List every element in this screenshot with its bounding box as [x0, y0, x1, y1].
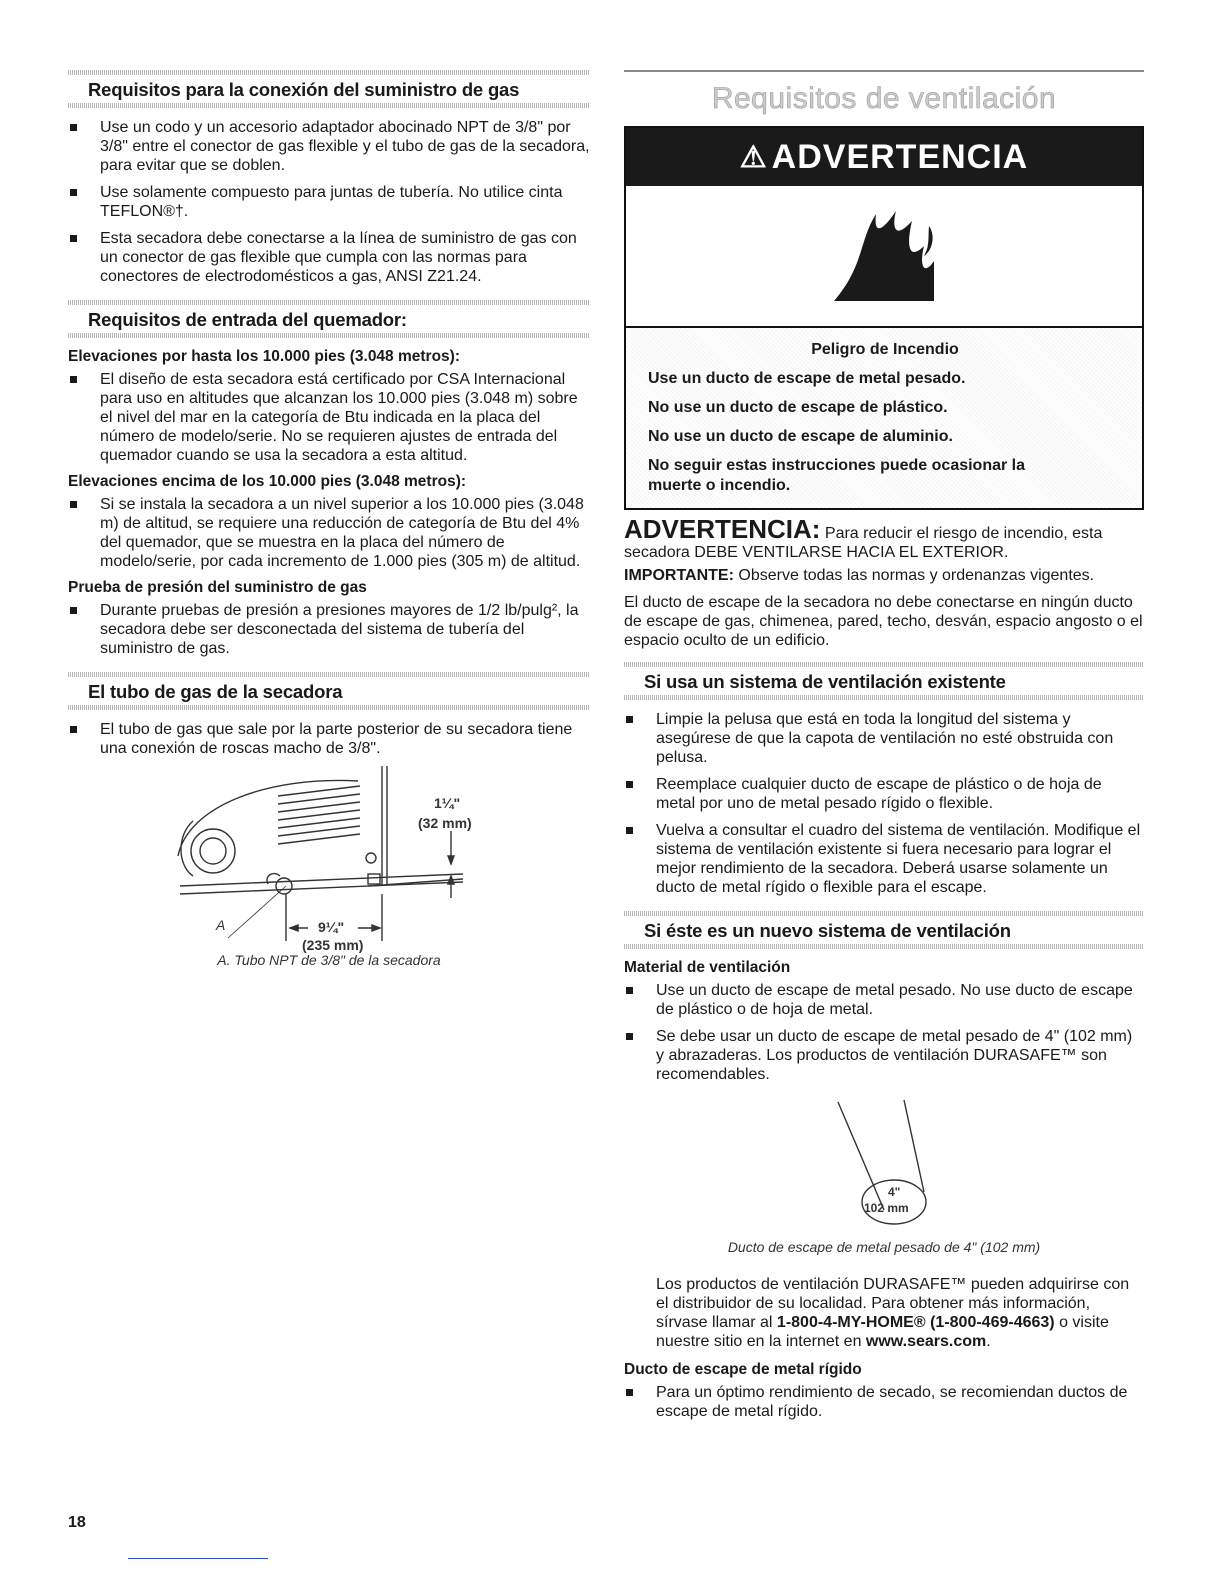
- list-item: El diseño de esta secadora está certificado por CSA Internacional para uso en altitudes que alcanzan los 10.000 pies (3.048 m) sobre el nivel del mar en la categoría de Btu indicada en la placa del número de modelo/serie. No se requieren ajustes de entrada del quemador cuando se usa la secadora a esta altitud.: [68, 370, 590, 465]
- durasafe-text: Los productos de ventilación DURASAFE™ pueden adquirirse con el distribuidor de su localidad. Para obtener más información, sírvase llamar al: [656, 1276, 1130, 1331]
- rigid-duct-heading: Ducto de escape de metal rígido: [624, 1361, 862, 1378]
- warning-header-text: ADVERTENCIA: [771, 137, 1029, 176]
- advertencia-paragraph: [624, 514, 1144, 562]
- list-item: Para un óptimo rendimiento de secado, se recomiendan ductos de escape de metal rígido.: [624, 1383, 1144, 1421]
- website-link: www.sears.com: [865, 1333, 987, 1350]
- warning-line: No use un ducto de escape de aluminio.: [648, 428, 953, 445]
- list-item: Esta secadora debe conectarse a la línea de suministro de gas con un conector de gas flexible que cumpla con las normas para conectores de electrodomésticos a gas, ANSI Z21.24.: [68, 229, 590, 286]
- elevation-above-heading: Elevaciones encima de los 10.000 pies (3.048 metros):: [68, 473, 467, 490]
- burner-input-heading: Requisitos de entrada del quemador:: [88, 309, 407, 330]
- warning-triangle-icon: ⚠: [739, 140, 768, 174]
- list-item: Limpie la pelusa que está en toda la longitud del sistema y asegúrese de que la capota de ventilación no esté obstruida con pelusa.: [624, 710, 1144, 767]
- dimension-mm-label: (32 mm): [418, 815, 472, 831]
- durasafe-text: o visite nuestre sitio en la internet en: [656, 1314, 1109, 1350]
- page-number: 18: [68, 1514, 86, 1531]
- exhaust-paragraph: El ducto de escape de la secadora no debe conectarse en ningún ducto de escape de gas, chimenea, pared, techo, desván, espacio angosto o el espacio oculto de un edificio.: [624, 594, 1143, 649]
- advertencia-text: Para reducir el riesgo de incendio, esta secadora DEBE VENTILARSE HACIA EL EXTERIOR.: [624, 525, 1103, 561]
- importante-word: IMPORTANTE:: [624, 567, 734, 584]
- duct-diagram: [624, 1092, 1144, 1237]
- period: .: [986, 1333, 991, 1350]
- section-rule: [68, 103, 590, 108]
- dimension-label: 1¼": [434, 795, 461, 811]
- warning-line: No seguir estas instrucciones puede ocasionar la muerte o incendio.: [648, 457, 1026, 494]
- list-item: Durante pruebas de presión a presiones mayores de 1/2 lb/pulg², la secadora debe ser desconectada del sistema de tubería del suministro de gas.: [68, 601, 590, 658]
- warning-line: Use un ducto de escape de metal pesado.: [648, 370, 966, 387]
- left-column: [68, 70, 590, 968]
- right-column: [624, 70, 1144, 1429]
- vent-material-heading: Material de ventilación: [624, 959, 791, 976]
- top-rule: [624, 70, 1144, 72]
- importante-text: Observe todas las normas y ordenanzas vigentes.: [733, 567, 1095, 584]
- list-item: Use un ducto de escape de metal pesado. No use ducto de escape de plástico o de hoja de metal.: [624, 981, 1144, 1019]
- list-item: Se debe usar un ducto de escape de metal pesado de 4" (102 mm) y abrazaderas. Los productos de ventilación DURASAFE™ son recomendables.: [624, 1027, 1144, 1084]
- gas-connection-list: [68, 118, 590, 286]
- bottom-rule: [128, 1558, 268, 1559]
- existing-vent-heading: Si usa un sistema de ventilación existente: [644, 671, 1006, 692]
- list-item: Use solamente compuesto para juntas de tubería. No utilice cinta TEFLON®†.: [68, 183, 590, 221]
- phone-number-digits: (1-800-469-4663): [930, 1314, 1055, 1331]
- dimension-label: 9¼": [318, 919, 345, 935]
- page-title: Requisitos de ventilación: [711, 82, 1057, 115]
- pressure-test-heading: Prueba de presión del suministro de gas: [68, 579, 367, 596]
- dimension-mm-label: (235 mm): [302, 937, 364, 953]
- figure-caption: Ducto de escape de metal pesado de 4" (102 mm): [727, 1239, 1041, 1255]
- section-rule: [624, 695, 1144, 700]
- gas-connection-heading: Requisitos para la conexión del suministro de gas: [88, 79, 520, 100]
- new-vent-heading: Si éste es un nuevo sistema de ventilación: [644, 920, 1011, 941]
- duct-dimension-label: 4": [888, 1185, 901, 1199]
- fire-hazard-icon: [626, 186, 1142, 326]
- list-item: Si se instala la secadora a un nivel superior a los 10.000 pies (3.048 m) de altitud, se requiere una reducción de categoría de Btu del 4% del quemador, que se muestra en la placa del número de modelo/serie, por cada incremento de 1.000 pies (305 m) de altitud.: [68, 495, 590, 571]
- section-rule: [68, 333, 590, 338]
- warning-header: [626, 128, 1142, 186]
- list-item: Use un codo y un accesorio adaptador abocinado NPT de 3/8" por 3/8" entre el conector de gas flexible y el tubo de gas de la secadora, para evitar que se doblen.: [68, 118, 590, 175]
- list-item: Vuelva a consultar el cuadro del sistema de ventilación. Modifique el sistema de ventilación existente si fuera necesario para lograr el mejor rendimiento de la secadora. Deberá usarse solamente un ducto de metal rígido o flexible para el escape.: [624, 821, 1144, 897]
- callout-a-label: A: [216, 917, 226, 933]
- fire-hazard-label: Peligro de Incendio: [811, 341, 959, 358]
- phone-number: 1-800-4-MY-HOME®: [776, 1314, 926, 1331]
- list-item: Reemplace cualquier ducto de escape de plástico o de hoja de metal por uno de metal pesado rígido o flexible.: [624, 775, 1144, 813]
- figure-caption: A. Tubo NPT de 3/8" de la secadora: [217, 952, 441, 968]
- list-item: El tubo de gas que sale por la parte posterior de su secadora tiene una conexión de roscas macho de 3/8".: [68, 720, 590, 758]
- warning-line: No use un ducto de escape de plástico.: [648, 399, 948, 416]
- durasafe-paragraph: [624, 1275, 1144, 1351]
- warning-body: [626, 326, 1142, 508]
- gas-pipe-heading: El tubo de gas de la secadora: [88, 681, 343, 702]
- section-rule: [68, 705, 590, 710]
- importante-paragraph: [624, 566, 1144, 585]
- advertencia-word: ADVERTENCIA:: [624, 514, 821, 544]
- warning-box: [624, 126, 1144, 510]
- gas-pipe-diagram: [68, 766, 590, 956]
- section-rule: [624, 944, 1144, 949]
- elevation-below-heading: Elevaciones por hasta los 10.000 pies (3.048 metros):: [68, 348, 460, 365]
- duct-dimension-mm-label: 102 mm: [864, 1201, 909, 1215]
